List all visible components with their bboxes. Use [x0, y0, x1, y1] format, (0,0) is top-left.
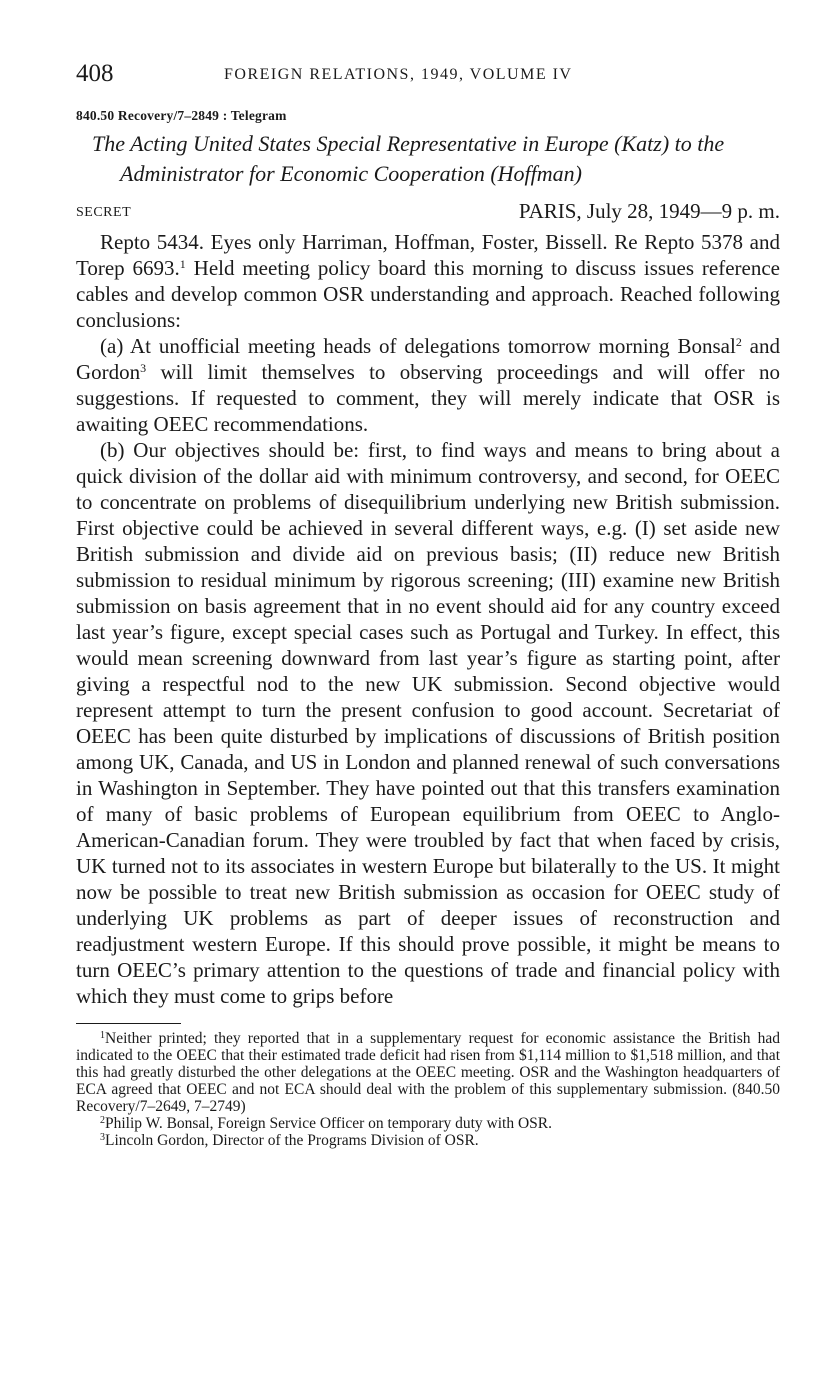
document-page: [76, 60, 780, 1149]
footnote-divider: [76, 1023, 181, 1024]
document-reference: 840.50 Recovery/7–2849 : Telegram: [76, 108, 287, 123]
footnote-text-3: Lincoln Gordon, Director of the Programs Division of OSR.: [105, 1132, 479, 1149]
paragraph-b: (b) Our objectives should be: first, to find ways and means to bring about a quick division of the dollar aid with minimum controversy, and second, for OEEC to concentrate on problems of disequilibrium underlying new British submission. First objective could be achieved in several different ways, e.g. (I) set aside new British submission and divide aid on previous basis; (II) reduce new British submission to residual minimum by rigorous screening; (III) examine new British submission on basis agreement that in no event should aid for any country exceed last year’s figure, except special cases such as Portugal and Turkey. In effect, this would mean screening downward from last year’s figure as starting point, after giving a respectful nod to the new UK submission. Second objective would represent attempt to turn the present confusion to good account. Secretariat of OEEC has been quite disturbed by implications of discussions of British position among UK, Canada, and US in London and planned renewal of such conversations in Washington in September. They have pointed out that this transfers examination of many of basic problems of European equilibrium from OEEC to Anglo-American-Canadian forum. They were troubled by fact that when faced by crisis, UK turned not to its associates in western Europe but bilaterally to the US. It might now be possible to treat new British submission as occasion for OEEC study of underlying UK problems as part of deeper issues of reconstruction and readjustment western Europe. If this should prove possible, it might be means to turn OEEC’s primary attention to the questions of trade and financial policy with which they must come to grips before: [76, 438, 780, 1008]
page-number: 408: [76, 60, 114, 87]
running-title: FOREIGN RELATIONS, 1949, VOLUME IV: [224, 66, 573, 83]
paragraph-intro: [76, 229, 780, 333]
classification-label: SECRET: [76, 205, 132, 220]
para-a-text-3: will limit themselves to observing proceedings and will offer no suggestions. If requested to comment, they will merely indicate that OSR is awaiting OEEC recommendations.: [76, 360, 780, 436]
footnote-3: [76, 1132, 780, 1149]
footnote-2: [76, 1115, 780, 1132]
intro-text-2: Held meeting policy board this morning to discuss issues reference cables and develop common OSR understanding and approach. Reached following conclusions:: [76, 256, 780, 332]
footnote-ref-2: 2: [735, 335, 742, 349]
telegram-body: [76, 229, 780, 1009]
dateline: [76, 199, 780, 227]
document-title: The Acting United States Special Representative in Europe (Katz) to the Administrator for Economic Cooperation (Hoffman): [92, 131, 725, 186]
footnote-mark-2: 2: [100, 1115, 105, 1126]
footnote-1: [76, 1030, 780, 1115]
paragraph-a: [76, 333, 780, 437]
para-a-text-1: (a) At unofficial meeting heads of delegations tomorrow morning Bonsal: [100, 334, 736, 358]
place-and-date: PARIS, July 28, 1949—9 p. m.: [518, 199, 780, 223]
footnote-mark-1: 1: [100, 1030, 105, 1041]
footnote-ref-1: 1: [179, 257, 186, 271]
footnote-ref-3: 3: [140, 361, 147, 375]
intro-text-1: Repto 5434. Eyes only Harriman, Hoffman, Foster, Bissell. Re Repto 5378 and Torep 6693.: [76, 230, 780, 280]
footnotes: [76, 1030, 780, 1149]
footnote-text-1: Neither printed; they reported that in a supplementary request for economic assistance the British had indicated to the OEEC that their estimated trade deficit had risen from $1,114 million to $1,518 million, and that this had greatly disturbed the other delegations at the OEEC meeting. OSR and the Washington headquarters of ECA agreed that OEEC and not ECA should deal with the problem of this supplementary submission. (840.50 Recovery/7–2649, 7–2749): [76, 1030, 780, 1115]
footnote-text-2: Philip W. Bonsal, Foreign Service Officer on temporary duty with OSR.: [105, 1115, 553, 1132]
running-head: [76, 60, 780, 94]
para-a-text-2: and Gordon: [76, 334, 781, 384]
footnote-mark-3: 3: [100, 1132, 105, 1143]
